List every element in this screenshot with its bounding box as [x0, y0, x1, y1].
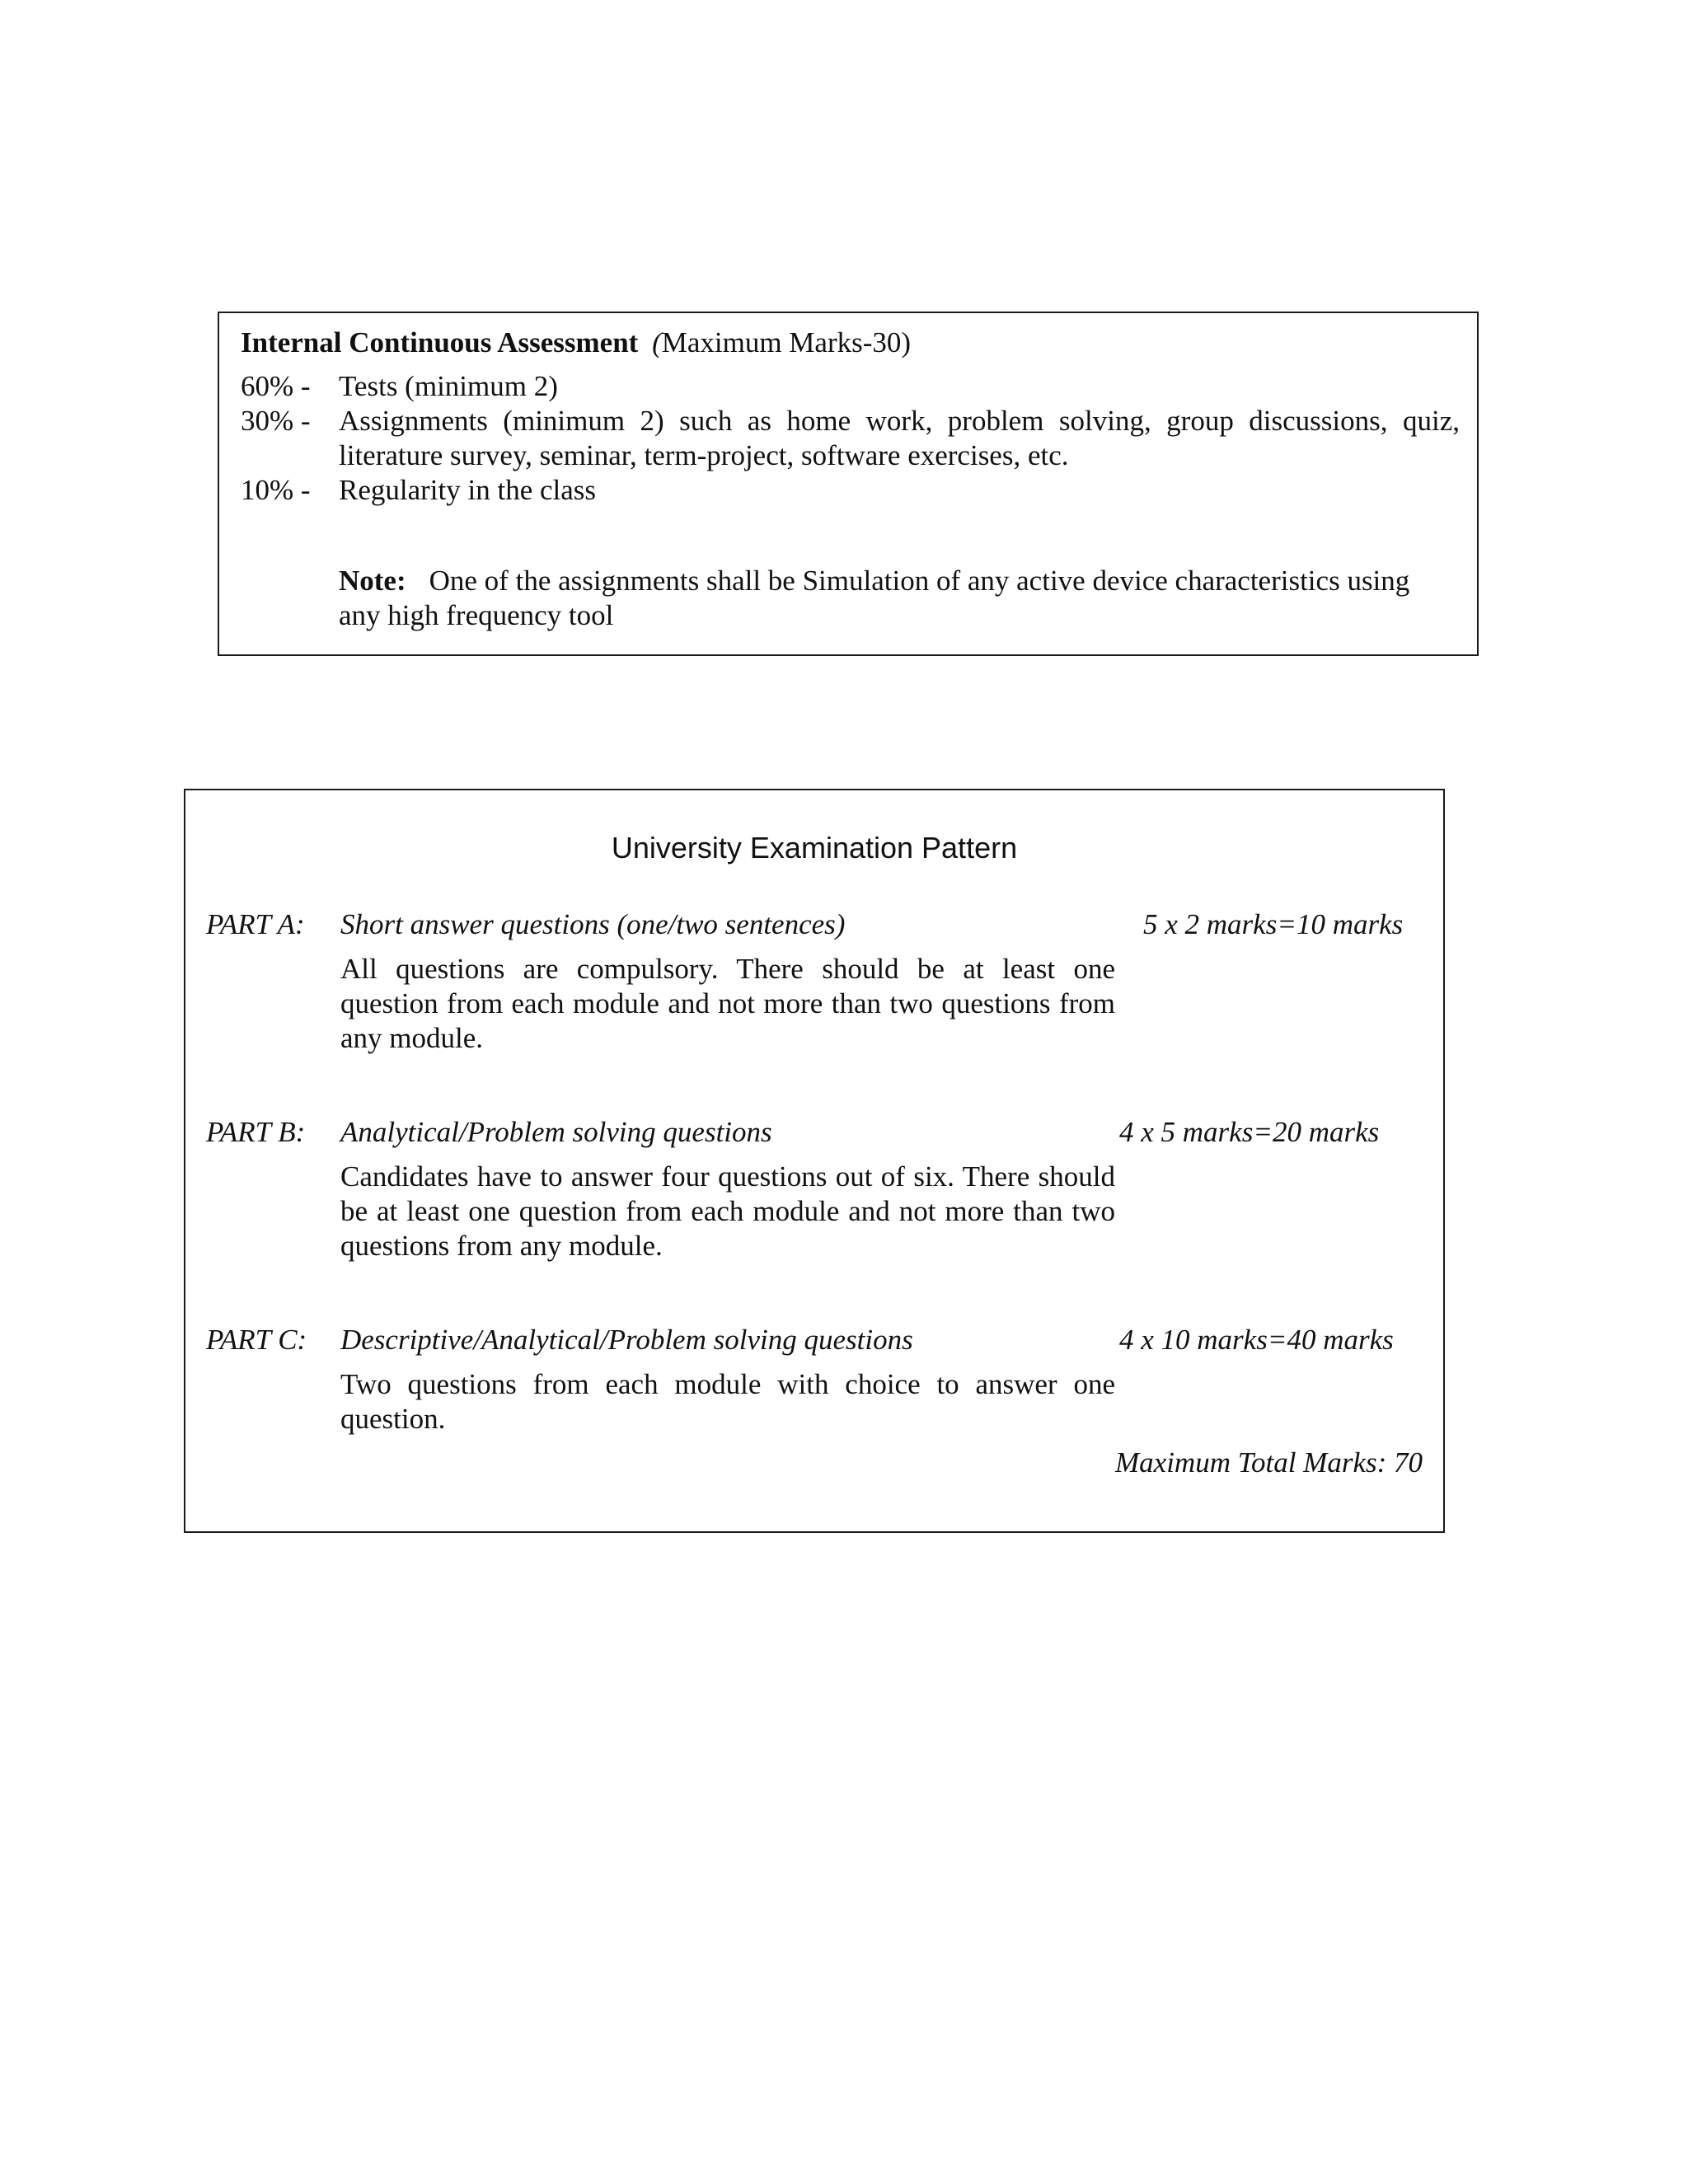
- part-b-marks: 4 x 5 marks=20 marks: [1119, 1116, 1380, 1148]
- internal-assessment-heading: [241, 323, 911, 363]
- part-c-marks: 4 x 10 marks=40 marks: [1119, 1324, 1394, 1356]
- note-text: One of the assignments shall be Simulation of any active device characteristics using any high frequency tool: [339, 565, 1410, 631]
- internal-assessment-title: Internal Continuous Assessment: [241, 326, 639, 359]
- part-c-heading: Descriptive/Analytical/Problem solving questions: [340, 1324, 913, 1356]
- exam-pattern-title: University Examination Pattern: [611, 831, 1018, 865]
- max-marks-label: Maximum Marks-30): [661, 326, 912, 359]
- part-a-marks: 5 x 2 marks=10 marks: [1143, 908, 1404, 940]
- assessment-percent: 30% -: [241, 405, 311, 437]
- part-c-label: PART C:: [206, 1324, 307, 1356]
- part-b-label: PART B:: [206, 1116, 306, 1148]
- part-b-heading: Analytical/Problem solving questions: [340, 1116, 772, 1148]
- part-a-heading: Short answer questions (one/two sentences): [340, 908, 846, 940]
- assessment-text: Regularity in the class: [339, 474, 597, 506]
- assessment-percent: 10% -: [241, 474, 311, 506]
- part-a-label: PART A:: [206, 908, 305, 940]
- paren-open: (: [652, 326, 662, 359]
- part-a-description: All questions are compulsory. There should be at least one question from each module and not more than two questions from any module.: [340, 953, 1115, 1054]
- assessment-text: Assignments (minimum 2) such as home work, problem solving, group discussions, quiz, literature survey, seminar, term-project, software exercises, etc.: [339, 405, 1460, 471]
- part-c-description: Two questions from each module with choice to answer one question.: [340, 1368, 1115, 1435]
- assessment-note: [339, 564, 1435, 633]
- part-b-description: Candidates have to answer four questions out of six. There should be at least one question from each module and not more than two questions from any module.: [340, 1160, 1115, 1262]
- exam-pattern-box: [184, 789, 1445, 1533]
- internal-assessment-box: [218, 312, 1479, 656]
- assessment-text: Tests (minimum 2): [339, 370, 558, 402]
- max-total-marks: Maximum Total Marks: 70: [1115, 1446, 1423, 1479]
- note-label: Note:: [339, 565, 406, 597]
- assessment-percent: 60% -: [241, 370, 311, 402]
